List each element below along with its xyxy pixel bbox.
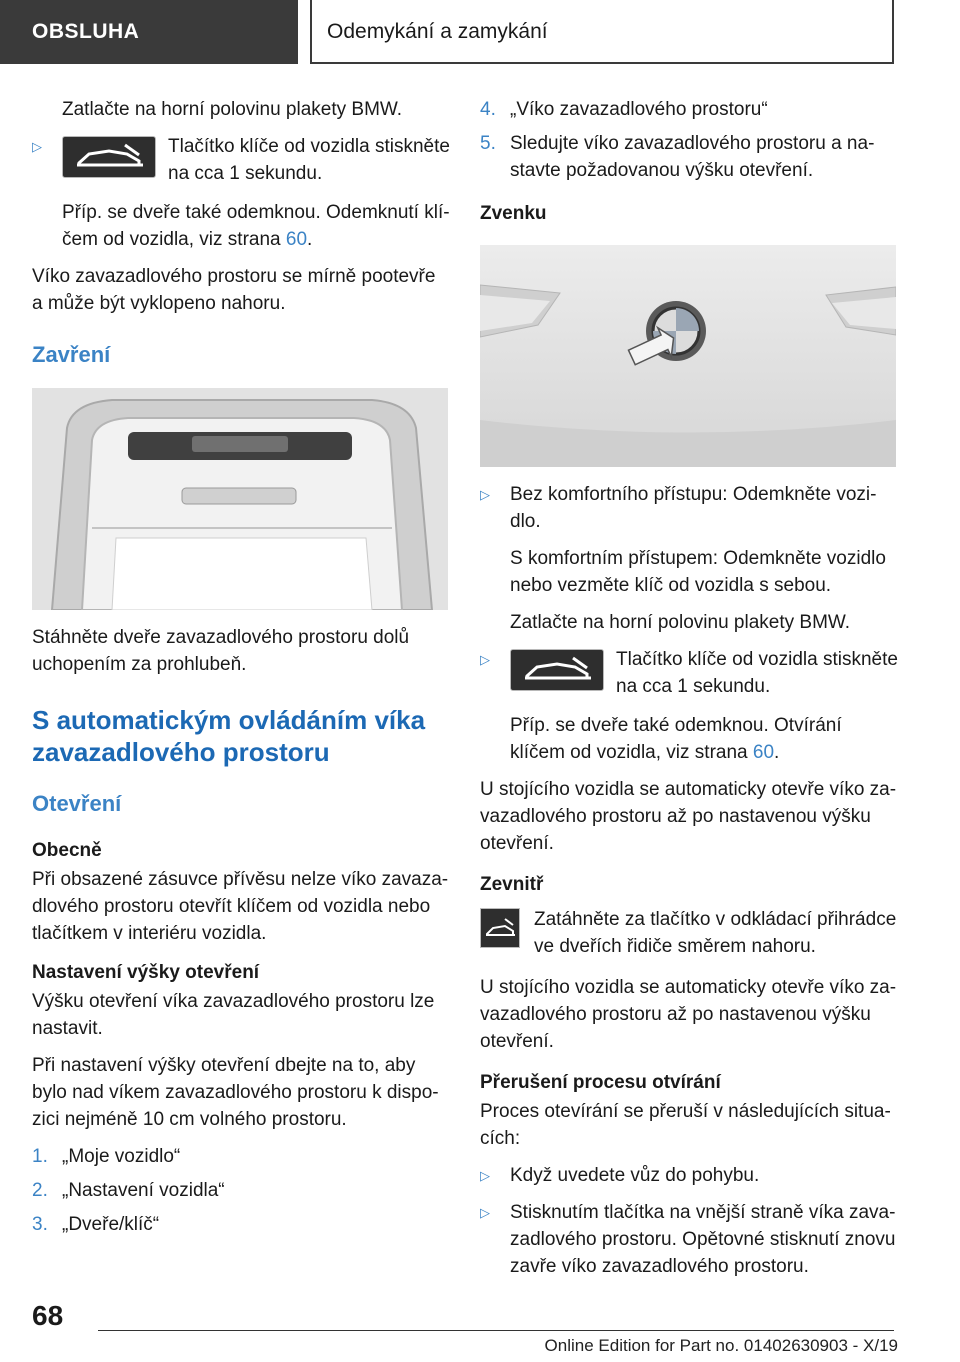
tailgate-button-icon: [480, 908, 520, 948]
paragraph: Výšku otevření víka zavazadlového prostoru lze nastavit.: [32, 991, 435, 1039]
footer-divider: [98, 1330, 894, 1331]
header-section-label: OBSLUHA: [32, 20, 140, 43]
right-column: [480, 96, 898, 1290]
paragraph: Proces otevírání se přeruší v následujících situacích:: [480, 1101, 891, 1149]
bullet-key-button: [480, 646, 898, 700]
bullet-text: Tlačítko klíče od vozidla stiskněte na cca 1 sekundu.: [616, 649, 898, 697]
step-item: 2. „Nastavení vozidla“: [32, 1180, 225, 1201]
bullet-item: ▷ Stisknutím tlačítka na vnější straně víka zavazadlového prostoru. Opětovné stisknutí znovu zavře víko zavazadlového prostoru.: [480, 1199, 898, 1280]
triangle-right-icon: ▷: [480, 487, 490, 502]
footer-edition: Online Edition for Part no. 01402630903 - X/19: [544, 1336, 898, 1355]
paragraph: Při nastavení výšky otevření dbejte na to, aby bylo nad víkem zavazadlového prostoru k dispozici nejméně 10 cm volného prostoru.: [32, 1055, 439, 1130]
heading-nastaveni: Nastavení výšky otevření: [32, 962, 260, 983]
bmw-badge-image: [480, 245, 896, 467]
note-text: Příp. se dveře také odemknou. Otvírání klíčem od vozidla, viz strana 60.: [510, 715, 842, 763]
paragraph: Stáhněte dveře zavazadlového prostoru dolů uchopením za prohlubeň.: [32, 627, 410, 675]
bullet-subtext: Zatlačte na horní polovinu plakety BMW.: [510, 612, 851, 633]
step-item: 4. „Víko zavazadlového prostoru“: [480, 99, 768, 120]
bullet-key-button: [32, 133, 450, 187]
bullet-text: Tlačítko klíče od vozidla stiskněte na cca 1 sekundu.: [168, 136, 450, 184]
heading-zavreni: Zavření: [32, 342, 111, 367]
heading-zvenku: Zvenku: [480, 203, 547, 224]
instruction-text: Zatlačte na horní polovinu plakety BMW.: [62, 99, 403, 120]
car-tailgate-key-icon: [510, 649, 604, 691]
note-text: Příp. se dveře také odemknou. Odemknutí klíčem od vozidla, viz strana 60.: [62, 202, 450, 250]
page-link[interactable]: 60: [752, 742, 775, 763]
page-number: 68: [32, 1300, 64, 1331]
bullet-item: ▷ Bez komfortního přístupu: Odemkněte vozidlo.: [480, 481, 898, 535]
triangle-right-icon: ▷: [480, 652, 490, 667]
page-link[interactable]: 60: [285, 229, 308, 250]
triangle-right-icon: ▷: [480, 1168, 490, 1183]
tailgate-interior-image: [32, 388, 448, 610]
paragraph: U stojícího vozidla se automaticky otevře víko zavazadlového prostoru až po nastavenou výšku otevření.: [480, 977, 897, 1052]
heading-zevnitr: Zevnitř: [480, 874, 544, 895]
car-tailgate-key-icon: [62, 136, 156, 178]
bullet-subtext: S komfortním přístupem: Odemkněte vozidlo nebo vezměte klíč od vozidla s sebou.: [510, 548, 886, 596]
heading-preruseni: Přerušení procesu otvírání: [480, 1072, 721, 1093]
step-item: 5. Sledujte víko zavazadlového prostoru a nastavte požadovanou výšku otevření.: [480, 133, 875, 181]
instruction-text: Zatáhněte za tlačítko v odkládací přihrádce ve dveřích řidiče směrem nahoru.: [534, 909, 897, 957]
paragraph: U stojícího vozidla se automaticky otevře víko zavazadlového prostoru až po nastavenou výšku otevření.: [480, 779, 897, 854]
left-column: [32, 96, 450, 1245]
step-item: 3. „Dveře/klíč“: [32, 1214, 160, 1235]
step-item: 1. „Moje vozidlo“: [32, 1146, 181, 1167]
paragraph: Při obsazené zásuvce přívěsu nelze víko zavazadlového prostoru otevřít klíčem od vozidla nebo tlačítkem v interiéru vozidla.: [32, 869, 449, 944]
heading-auto-tailgate: S automatickým ovládáním víka zavazadlového prostoru: [32, 705, 426, 767]
bullet-item: ▷ Když uvedete vůz do pohybu.: [480, 1162, 898, 1189]
header-chapter-label: Odemykání a zamykání: [327, 20, 548, 43]
paragraph: Víko zavazadlového prostoru se mírně pootevře a může být vyklopeno nahoru.: [32, 266, 436, 314]
header-section: [0, 0, 298, 64]
triangle-right-icon: ▷: [32, 139, 42, 154]
header-chapter: [310, 0, 894, 64]
heading-obecne: Obecně: [32, 840, 102, 861]
interior-button-row: [480, 906, 898, 960]
heading-otevreni: Otevření: [32, 791, 122, 816]
triangle-right-icon: ▷: [480, 1205, 490, 1220]
